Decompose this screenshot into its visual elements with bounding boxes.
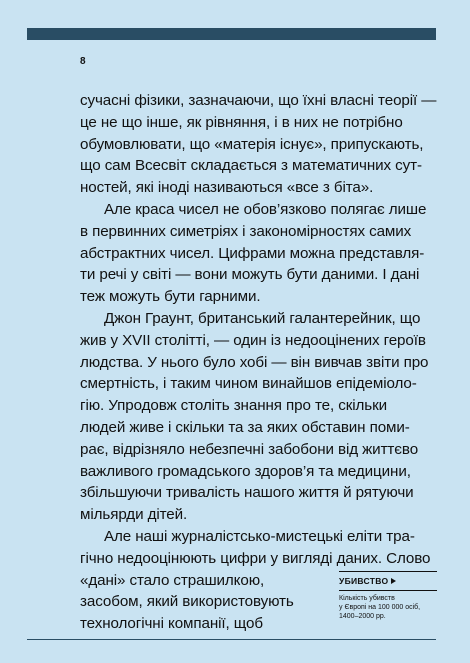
sidebar-caption <box>339 594 437 621</box>
body-line: теж можуть бути гарними. <box>80 288 261 306</box>
body-line: Джон Граунт, британський галантерейник, що <box>104 309 421 327</box>
body-line: це не що інше, як рівняння, і в них не потрібно <box>80 113 403 131</box>
body-line: мільярди дітей. <box>80 506 188 524</box>
footer-rule <box>27 639 436 640</box>
body-line: абстрактних чисел. Цифрами можна представля- <box>80 244 425 262</box>
body-line: людства. У нього було хобі — він вивчав звіти про <box>80 353 429 371</box>
sidebar-callout <box>339 571 437 621</box>
body-line: жив у XVII столітті, — один із недооцінених героїв <box>80 331 426 349</box>
body-line: що сам Всесвіт складається з математичних сут- <box>80 157 422 175</box>
body-line: технологічні компанії, щоб <box>80 615 263 633</box>
body-line: обумовлювати, що «матерія існує», припускають, <box>80 135 424 153</box>
sidebar-title-text: УБИВСТВО <box>339 576 389 586</box>
body-line: «дані» стало страшилкою, <box>80 571 265 589</box>
body-line: гію. Упродовж століть знання про те, скільки <box>80 397 388 415</box>
sidebar-mid-rule <box>339 590 437 591</box>
sidebar-caption-line: 1400–2000 рр. <box>339 613 386 620</box>
body-line: збільшуючи тривалість нашого життя й рятуючи <box>80 484 414 502</box>
body-text <box>80 90 445 635</box>
body-line: гічно недооцінюють цифри у вигляді даних. Слово <box>80 549 431 567</box>
triangle-right-icon <box>391 578 396 584</box>
body-line: в первинних симетріях і закономірностях самих <box>80 222 412 240</box>
sidebar-title <box>339 575 437 587</box>
body-line: ностей, які іноді називаються «все з біта». <box>80 179 374 197</box>
body-line: ти речі у світі — вони можуть бути даними. І дані <box>80 266 420 284</box>
sidebar-top-rule <box>339 571 437 572</box>
body-line: сучасні фізики, зазначаючи, що їхні власні теорії — <box>80 92 437 109</box>
header-bar <box>27 28 436 40</box>
body-line: смертність, і таким чином винайшов епідеміоло- <box>80 375 417 393</box>
body-line: засобом, який використовують <box>80 593 294 611</box>
body-line: рає, відрізняло небезпечні забобони від життєво <box>80 440 419 458</box>
sidebar-caption-line: Кількість убивств <box>339 595 395 602</box>
body-line: Але наші журналістсько-мистецькі еліти тра- <box>104 527 415 545</box>
body-line: людей живе і скільки та за яких обставин поми- <box>80 418 410 436</box>
sidebar-caption-line: у Європі на 100 000 осіб, <box>339 604 421 611</box>
page-number: 8 <box>80 56 86 67</box>
body-line: важливого громадського здоров’я та медицини, <box>80 462 411 480</box>
body-line: Але краса чисел не обов’язково полягає лише <box>104 200 427 218</box>
